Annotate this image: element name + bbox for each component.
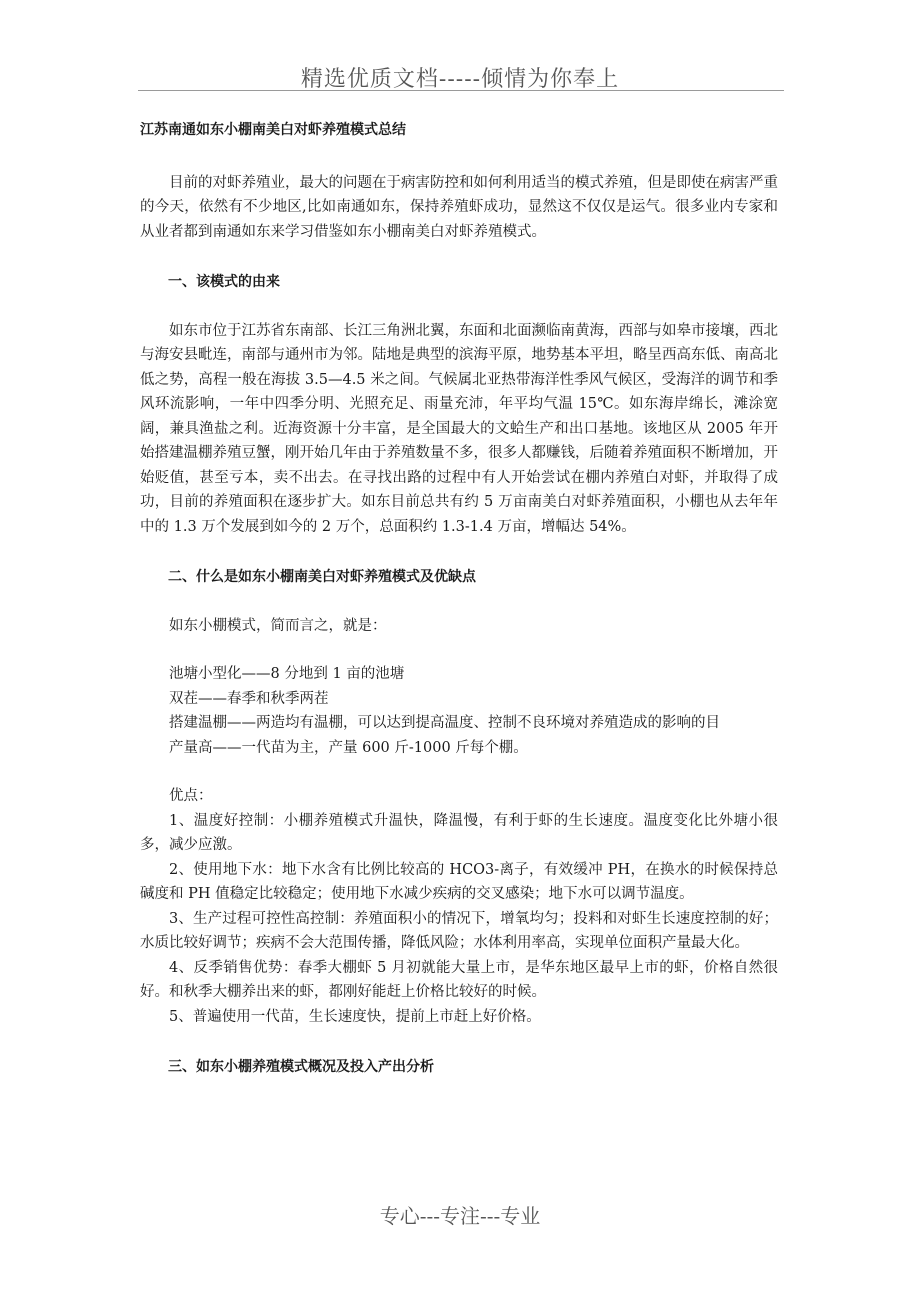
page-footer: 专心---专注---专业	[379, 1204, 541, 1228]
feature-item: 产量高——一代苗为主，产量 600 斤-1000 斤每个棚。	[169, 739, 528, 756]
feature-item: 双茬——春季和秋季两茬	[169, 690, 329, 707]
advantages-label: 优点：	[169, 788, 213, 804]
header-divider	[138, 90, 784, 91]
feature-item: 搭建温棚——两造均有温棚，可以达到提高温度、控制不良环境对养殖造成的影响的目	[169, 715, 720, 731]
advantage-item: 1、温度好控制：小棚养殖模式升温快，降温慢，有利于虾的生长速度。温度变化比外塘小很多，减少应激。	[140, 812, 778, 853]
feature-item: 池塘小型化——8 分地到 1 亩的池塘	[169, 666, 405, 682]
section-heading-analysis: 三、如东小棚养殖模式概况及投入产出分析	[168, 1059, 434, 1075]
section-heading-origin: 一、该模式的由来	[168, 274, 280, 290]
advantage-item: 5、普遍使用一代苗，生长速度快，提前上市赶上好价格。	[169, 1008, 541, 1025]
intro-paragraph: 目前的对虾养殖业，最大的问题在于病害防控和如何利用适当的模式养殖，但是即使在病害严重的今天，依然有不少地区,比如南通如东，保持养殖虾成功，显然这不仅仅是运气。很多业内专家和从业者都到南通如东来学习借鉴如东小棚南美白对虾养殖模式。	[140, 174, 778, 240]
advantage-item: 4、反季销售优势：春季大棚虾 5 月初就能大量上市，是华东地区最早上市的虾，价格自然很好。和秋季大棚养出来的虾，都刚好能赶上价格比较好的时候。	[140, 959, 778, 1000]
section-heading-model: 二、什么是如东小棚南美白对虾养殖模式及优缺点	[168, 569, 476, 585]
document-body	[140, 118, 778, 1104]
origin-paragraph: 如东市位于江苏省东南部、长江三角洲北翼，东面和北面濒临南黄海，西部与如皋市接壤，西北与海安县毗连，南部与通州市为邻。陆地是典型的滨海平原，地势基本平坦，略呈西高东低、南高北低之势，高程一般在海拔 3.5—4.5 米之间。气候属北亚热带海洋性季风气候区，受海洋的调节和季风环流影响，一年中四季分明、光照充足、雨量充沛，年平均气温 15℃。如东海岸绵长，滩涂宽阔，兼具渔盐之利。近海资源十分丰富，是全国最大的文蛤生产和出口基地。该地区从 2005 年开始搭建温棚养殖豆蟹，刚开始几年由于养殖数量不多，很多人都赚钱，后随着养殖面积不断增加，开始贬值，甚至亏本，卖不出去。在寻找出路的过程中有人开始尝试在棚内养殖白对虾，并取得了成功，目前的养殖面积在逐步扩大。如东目前总共有约 5 万亩南美白对虾养殖面积，小棚也从去年年中的 1.3 万个发展到如今的 2 万个，总面积约 1.3-1.4 万亩，增幅达 54%。	[140, 322, 778, 535]
advantage-item: 2、使用地下水：地下水含有比例比较高的 HCO3-离子，有效缓冲 PH，在换水的时候保持总碱度和 PH 值稳定比较稳定；使用地下水减少疾病的交叉感染；地下水可以调节温度。	[140, 861, 778, 902]
advantage-item: 3、生产过程可控性高控制：养殖面积小的情况下，增氧均匀；投料和对虾生长速度控制的好；水质比较好调节；疾病不会大范围传播，降低风险；水体利用率高，实现单位面积产量最大化。	[140, 910, 778, 951]
document-title: 江苏南通如东小棚南美白对虾养殖模式总结	[140, 122, 406, 138]
model-lead: 如东小棚模式，简而言之，就是：	[169, 617, 387, 634]
page-header: 精选优质文档-----倾情为你奉上	[300, 67, 620, 92]
